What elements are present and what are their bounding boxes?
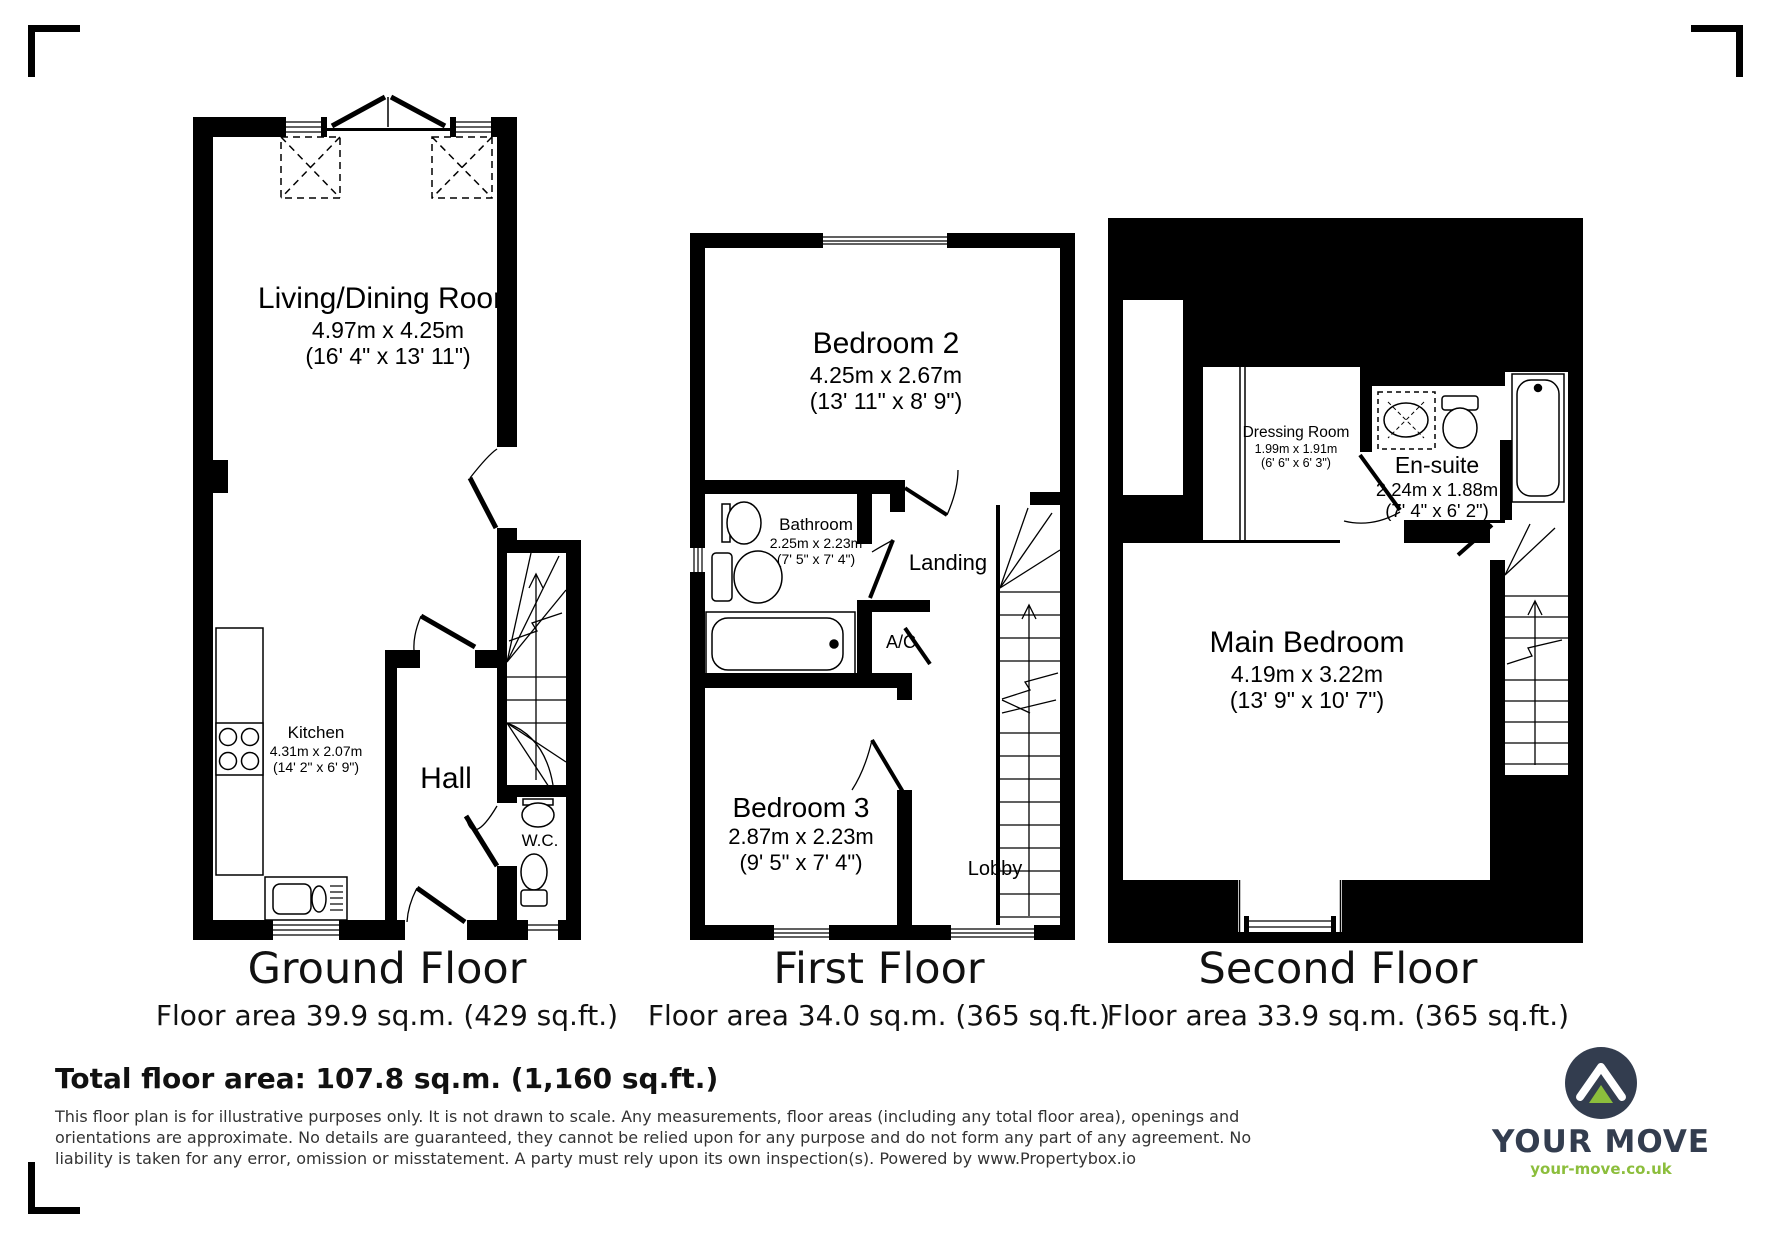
room-name: Dressing Room: [1242, 424, 1350, 441]
stairs-icon: [497, 553, 566, 790]
disclaimer-text: This floor plan is for illustrative purposes only. It is not drawn to scale. Any measurements, floor areas (including any total floor area), openings and orientations are approximate. No details are guaranteed, they cannot be relied upon for any purpose and do not form any part of any agreement. No liability is taken for any error, omission or misstatement. A party must rely upon its own inspection(s). Powered by www.Propertybox.io: [55, 1107, 1252, 1169]
room-label-bathroom: [770, 515, 863, 567]
room-name: Bedroom 2: [812, 327, 960, 360]
ground-floor-title: Ground Floor: [247, 944, 527, 994]
room-imperial: (13' 11" x 8' 9"): [809, 388, 963, 415]
sink-icon: [722, 502, 761, 544]
door-arc-icon: [852, 740, 903, 792]
french-doors: [327, 97, 450, 131]
kitchen-sink-icon: [273, 884, 343, 914]
toilet-icon: [521, 854, 547, 906]
door-arc-icon: [905, 470, 958, 515]
room-label-ac: A/C: [885, 632, 917, 652]
room-name: En-suite: [1394, 452, 1480, 478]
door-arc-icon: [870, 540, 893, 598]
room-label-dressing: [1243, 424, 1350, 471]
logo-url-text: your-move.co.uk: [1530, 1160, 1672, 1178]
room-metric: 4.25m x 2.67m: [809, 361, 963, 388]
room-metric: 2.87m x 2.23m: [728, 824, 874, 850]
room-metric: 1.99m x 1.91m: [1254, 441, 1338, 456]
room-name: Living/Dining Room: [257, 282, 519, 315]
room-metric: 2.24m x 1.88m: [1375, 478, 1499, 500]
room-name: Bathroom: [779, 515, 853, 534]
hob-icon: [216, 723, 263, 775]
sink-icon: [522, 799, 554, 827]
room-label-main-bedroom: [1209, 626, 1404, 714]
front-door: [405, 888, 467, 940]
dashed-box: [281, 137, 492, 198]
room-imperial: (7' 5" x 7' 4"): [776, 550, 856, 567]
room-imperial: (9' 5" x 7' 4"): [739, 849, 863, 875]
room-name: Kitchen: [287, 723, 345, 742]
room-imperial: (13' 9" x 10' 7"): [1229, 687, 1385, 714]
total-floor-area: Total floor area: 107.8 sq.m. (1,160 sq.ft.): [55, 1062, 719, 1095]
logo-brand-text: YOUR MOVE: [1491, 1124, 1711, 1160]
second-floor-plan: [1108, 218, 1583, 943]
window-symbol: [817, 233, 953, 248]
ground-floor-plan: [193, 97, 581, 940]
room-label-kitchen: [270, 723, 363, 775]
room-label-ensuite: [1376, 452, 1498, 522]
room-imperial: (16' 4" x 13' 11"): [305, 343, 471, 370]
room-label-hall: Hall: [420, 762, 472, 795]
room-name: Main Bedroom: [1209, 626, 1405, 659]
room-metric: 4.31m x 2.07m: [269, 742, 363, 759]
door-arc-icon: [470, 449, 497, 528]
ground-floor-area: Floor area 39.9 sq.m. (429 sq.ft.): [155, 999, 619, 1032]
first-floor-title: First Floor: [773, 944, 985, 994]
room-label-landing: Landing: [908, 550, 988, 575]
bath-icon: [1512, 374, 1564, 502]
room-imperial: (6' 6" x 6' 3"): [1261, 456, 1331, 471]
room-name: Bedroom 3: [732, 792, 870, 823]
yourmove-logo-icon: [1565, 1047, 1637, 1119]
first-floor-area: Floor area 34.0 sq.m. (365 sq.ft.): [647, 999, 1111, 1032]
room-imperial: (7' 4" x 6' 2"): [1385, 500, 1489, 522]
second-floor-title: Second Floor: [1198, 944, 1478, 994]
room-imperial: (14' 2" x 6' 9"): [272, 758, 360, 775]
room-label-lobby: Lobby: [967, 858, 1023, 880]
door-arc-icon: [414, 616, 475, 650]
room-label-living: [258, 282, 518, 370]
room-metric: 2.25m x 2.23m: [769, 534, 863, 551]
bath-icon: [706, 612, 855, 676]
room-metric: 4.97m x 4.25m: [311, 316, 465, 343]
toilet-icon: [1442, 396, 1478, 448]
room-label-bedroom3: [728, 792, 874, 876]
room-label-bedroom2: [810, 327, 963, 415]
room-label-wc: W.C.: [521, 831, 559, 850]
window-symbol: [690, 543, 705, 577]
room-metric: 4.19m x 3.22m: [1230, 660, 1384, 687]
door-arc-icon: [466, 806, 497, 866]
second-floor-area: Floor area 33.9 sq.m. (365 sq.ft.): [1106, 999, 1570, 1032]
